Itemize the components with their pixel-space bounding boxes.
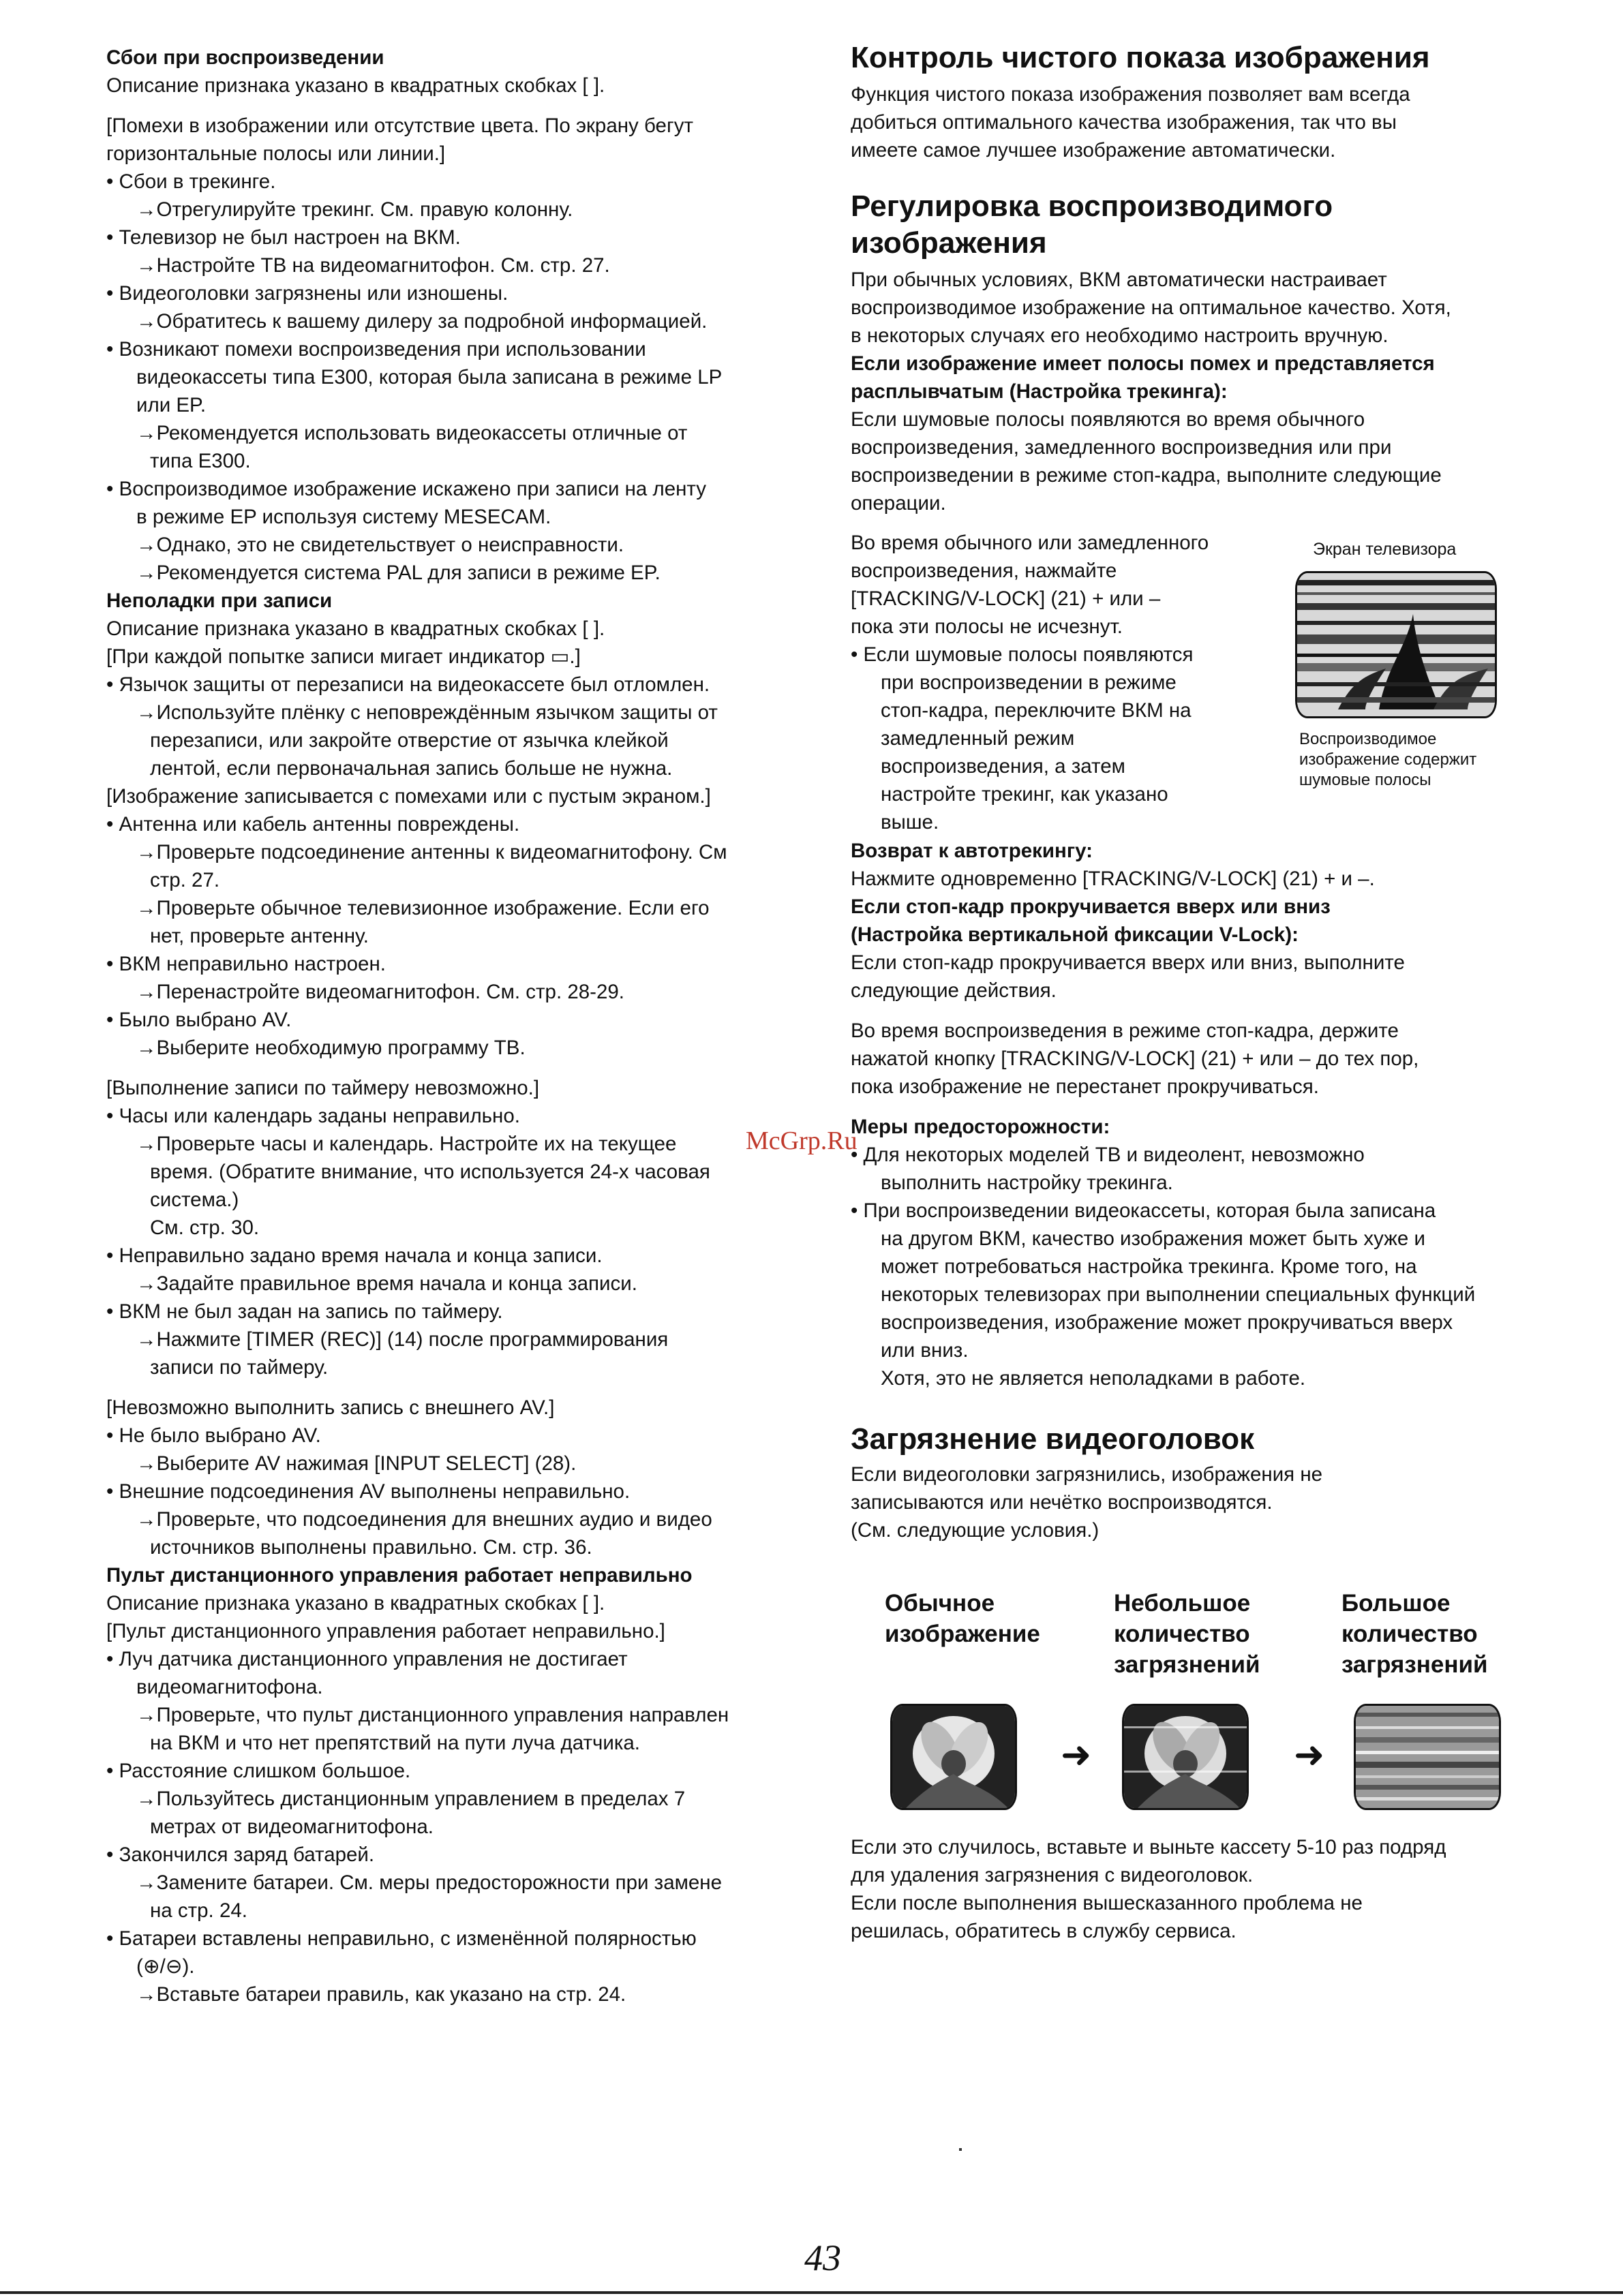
head-condition-label: [885, 1588, 1103, 1680]
section-title-playback-adjust-2: изображения: [851, 226, 1047, 260]
left-text-line: [Выполнение записи по таймеру невозможно.]: [106, 1077, 540, 1099]
left-text-line: Пульт дистанционного управления работает неправильно: [106, 1564, 693, 1587]
right-text-line: (Настройка вертикальной фиксации V-Lock):: [851, 923, 1299, 946]
left-text-line: →Выберите необходимую программу ТВ.: [136, 1037, 526, 1059]
left-text-line: • Возникают помехи воспроизведения при использовании: [106, 338, 646, 361]
right-text-line: Во время воспроизведения в режиме стоп-кадра, держите: [851, 1020, 1399, 1042]
left-text-line: →Однако, это не свидетельствует о неисправности.: [136, 534, 624, 556]
left-text-line: Неполадки при записи: [106, 590, 333, 612]
arrow-icon: ➜: [1294, 1734, 1325, 1775]
tracking-text-line: • Если шумовые полосы появляются: [851, 643, 1194, 666]
left-text-line: на ВКМ и что нет препятствий на пути луча датчика.: [150, 1732, 641, 1754]
playback-adjust-text-line: в некоторых случаях его необходимо настроить вручную.: [851, 324, 1389, 347]
left-text-line: в режиме EP используя систему MESECAM.: [136, 506, 551, 528]
section-title-head-cleaning: Загрязнение видеоголовок: [851, 1422, 1255, 1456]
tracking-text-line: замедленный режим: [881, 727, 1075, 750]
dot-mark: [959, 2148, 962, 2151]
left-text-line: Описание признака указано в квадратных скобках [ ].: [106, 617, 605, 640]
section-clean-picture: [851, 40, 1532, 164]
right-text-line: Возврат к автотрекингу:: [851, 840, 1093, 862]
head-condition-label-line: Небольшое: [1114, 1590, 1251, 1617]
playback-adjust-text-line: операции.: [851, 492, 946, 515]
left-text-line: →Задайте правильное время начала и конца записи.: [136, 1272, 637, 1295]
left-text-line: время. (Обратите внимание, что используется 24-х часовая: [150, 1161, 710, 1183]
left-text-line: • Луч датчика дистанционного управления не достигает: [106, 1648, 628, 1670]
left-text-line: • Сбои в трекинге.: [106, 170, 276, 193]
normal-picture-image: [890, 1704, 1017, 1810]
right-text-gap: [851, 1101, 1532, 1113]
head-condition-label: [1341, 1588, 1560, 1680]
clean-picture-text-line: имеете самое лучшее изображение автоматически.: [851, 139, 1336, 162]
left-text-line: • Не было выбрано AV.: [106, 1424, 321, 1447]
left-text-line: [Пульт дистанционного управления работает неправильно.]: [106, 1620, 665, 1642]
flower-slight-noise: [1124, 1706, 1247, 1808]
playback-adjust-text-line: Если изображение имеет полосы помех и представляется: [851, 352, 1435, 375]
tv-caption-line-2: изображение содержит: [1299, 750, 1477, 769]
right-text-line: воспроизведения, изображение может прокручиваться вверх: [881, 1311, 1453, 1334]
playback-adjust-text-line: расплывчатым (Настройка трекинга):: [851, 380, 1228, 403]
playback-adjust-text-line: При обычных условиях, ВКМ автоматически настраивает: [851, 269, 1387, 291]
left-text-line: См. стр. 30.: [150, 1216, 260, 1239]
section-title-playback-adjust-1: Регулировка воспроизводимого: [851, 189, 1333, 223]
left-text-line: видеомагнитофона.: [136, 1676, 323, 1698]
left-text-line: • ВКМ неправильно настроен.: [106, 953, 386, 975]
left-text-line: →Выберите AV нажимая [INPUT SELECT] (28).: [136, 1452, 577, 1475]
left-text-line: лентой, если первоначальная запись больше не нужна.: [150, 757, 673, 780]
left-text-gap: [106, 100, 802, 112]
tracking-text-line: выше.: [881, 811, 939, 833]
section-autotracking-vlock: [851, 837, 1532, 1392]
tracking-text-line: [TRACKING/V-LOCK] (21) + или –: [851, 587, 1161, 610]
left-text-line: • Внешние подсоединения AV выполнены неправильно.: [106, 1480, 631, 1503]
left-text-line: →Настройте ТВ на видеомагнитофон. См. стр. 27.: [136, 254, 610, 277]
left-text-line: →Проверьте подсоединение антенны к видеомагнитофону. См: [136, 841, 727, 863]
left-text-line: • Телевизор не был настроен на ВКМ.: [106, 226, 461, 249]
noise-bands-image: [1297, 573, 1495, 716]
left-text-line: Описание признака указано в квадратных скобках [ ].: [106, 1592, 605, 1614]
left-text-line: Сбои при воспроизведении: [106, 46, 384, 69]
head-cleaning-advice-text-line: Если это случилось, вставьте и выньте кассету 5-10 раз подряд: [851, 1836, 1446, 1858]
left-text-line: источников выполнены правильно. См. стр. 36.: [150, 1536, 592, 1559]
left-text-line: →Проверьте обычное телевизионное изображение. Если его: [136, 897, 710, 919]
left-text-line: • Батареи вставлены неправильно, с изменённой полярностью: [106, 1927, 697, 1950]
tracking-text-line: стоп-кадра, переключите ВКМ на: [881, 699, 1192, 722]
left-text-line: • Видеоголовки загрязнены или изношены.: [106, 282, 509, 305]
tv-noise-image: [1295, 571, 1497, 718]
tracking-text-line: воспроизведения, а затем: [881, 755, 1125, 778]
left-text-line: типа E300.: [150, 450, 251, 472]
section-title-clean-picture: Контроль чистого показа изображения: [851, 41, 1430, 74]
left-text-line: →Вставьте батареи правиль, как указано на стр. 24.: [136, 1983, 626, 2006]
head-condition-label-line: количество: [1341, 1621, 1478, 1647]
left-text-line: • Воспроизводимое изображение искажено при записи на ленту: [106, 478, 707, 500]
right-text-line: нажатой кнопку [TRACKING/V-LOCK] (21) + или – до тех пор,: [851, 1047, 1419, 1070]
left-text-line: • Антенна или кабель антенны повреждены.: [106, 813, 520, 836]
right-text-line: выполнить настройку трекинга.: [881, 1172, 1173, 1194]
tracking-instructions: [851, 529, 1260, 836]
head-cleaning-advice-text-line: решилась, обратитесь в службу сервиса.: [851, 1920, 1237, 1942]
left-text-line: • Расстояние слишком большое.: [106, 1760, 411, 1782]
right-text-line: пока изображение не перестанет прокручиваться.: [851, 1075, 1319, 1098]
head-cleaning-text-line: Если видеоголовки загрязнились, изображения не: [851, 1463, 1323, 1486]
left-text-line: →Пользуйтесь дистанционным управлением в пределах 7: [136, 1788, 686, 1810]
section-head-cleaning: [851, 1421, 1532, 1544]
playback-adjust-text-line: воспроизводимое изображение на оптимальное качество. Хотя,: [851, 296, 1451, 319]
right-text-line: или вниз.: [881, 1339, 969, 1362]
tv-screen-label: Экран телевизора: [1313, 540, 1457, 559]
left-text-line: • Неправильно задано время начала и конца записи.: [106, 1244, 603, 1267]
head-condition-label: [1114, 1588, 1332, 1680]
left-text-gap: [106, 1381, 802, 1394]
right-text-line: Если стоп-кадр прокручивается вверх или вниз: [851, 896, 1331, 918]
right-text-line: • Для некоторых моделей ТВ и видеолент, невозможно: [851, 1144, 1365, 1166]
playback-adjust-text-line: воспроизведения, замедленного воспроизведния или при: [851, 436, 1392, 459]
left-text-line: или EP.: [136, 394, 207, 416]
left-text-line: • Часы или календарь заданы неправильно.: [106, 1105, 520, 1127]
right-text-line: • При воспроизведении видеокассеты, которая была записана: [851, 1199, 1436, 1222]
left-text-line: [Невозможно выполнить запись с внешнего AV.]: [106, 1396, 555, 1419]
left-text-line: →Проверьте часы и календарь. Настройте их на текущее: [136, 1133, 677, 1155]
head-cleaning-advice: [851, 1833, 1532, 1945]
left-text-line: • Было выбрано AV.: [106, 1009, 292, 1031]
right-text-line: на другом ВКМ, качество изображения может быть хуже и: [881, 1227, 1425, 1250]
left-text-line: горизонтальные полосы или линии.]: [106, 142, 446, 165]
left-text-gap: [106, 1062, 802, 1074]
right-text-line: Меры предосторожности:: [851, 1116, 1110, 1138]
playback-adjust-text-line: воспроизведении в режиме стоп-кадра, выполните следующие: [851, 464, 1442, 487]
tv-caption-line-3: шумовые полосы: [1299, 771, 1431, 789]
tracking-text-line: пока эти полосы не исчезнут.: [851, 615, 1123, 638]
arrow-icon: ➜: [1061, 1734, 1092, 1775]
bottom-rule: [0, 2291, 1623, 2294]
left-text-line: система.): [150, 1189, 239, 1211]
left-text-line: (⊕/⊖).: [136, 1955, 195, 1978]
left-text-line: • ВКМ не был задан на запись по таймеру.: [106, 1300, 503, 1323]
left-text-line: →Рекомендуется использовать видеокассеты отличные от: [136, 422, 688, 444]
section-playback-adjust: [851, 188, 1532, 517]
left-text-line: →Перенастройте видеомагнитофон. См. стр. 28-29.: [136, 981, 624, 1003]
watermark: McGrp.Ru: [746, 1127, 858, 1155]
left-text-line: →Замените батареи. См. меры предосторожности при замене: [136, 1871, 723, 1894]
head-condition-label-line: загрязнений: [1341, 1651, 1488, 1678]
left-text-line: →Проверьте, что пульт дистанционного управления направлен: [136, 1704, 729, 1726]
right-text-line: Хотя, это не является неполадками в работе.: [881, 1367, 1306, 1390]
left-text-line: [При каждой попытке записи мигает индикатор ▭.]: [106, 645, 581, 668]
head-cleaning-advice-text-line: для удаления загрязнения с видеоголовок.: [851, 1864, 1254, 1886]
playback-adjust-text-line: Если шумовые полосы появляются во время обычного: [851, 408, 1365, 431]
left-text-line: нет, проверьте антенну.: [150, 925, 369, 947]
slight-dirt-picture-image: [1122, 1704, 1249, 1810]
tracking-text-line: воспроизведения, нажмайте: [851, 560, 1117, 582]
left-text-line: перезаписи, или закройте отверстие от язычка клейкой: [150, 729, 669, 752]
left-text-line: метрах от видеомагнитофона.: [150, 1816, 434, 1838]
left-text-line: на стр. 24.: [150, 1899, 247, 1922]
right-text-line: некоторых телевизорах при выполнении специальных функций: [881, 1283, 1476, 1306]
tv-caption: [1299, 729, 1531, 791]
page-number: 43: [804, 2237, 841, 2278]
right-text-line: может потребоваться настройка трекинга. Кроме того, на: [881, 1255, 1417, 1278]
left-text-line: видеокассеты типа E300, которая была записана в режиме LP: [136, 366, 723, 388]
head-condition-label-line: изображение: [885, 1621, 1040, 1647]
right-text-line: Если стоп-кадр прокручивается вверх или вниз, выполните: [851, 951, 1405, 974]
head-condition-label-line: загрязнений: [1114, 1651, 1260, 1678]
head-cleaning-text-line: записываются или нечётко воспроизводятся.: [851, 1491, 1273, 1514]
clean-picture-text-line: добиться оптимального качества изображения, так что вы: [851, 111, 1397, 134]
left-text-line: • Язычок защиты от перезаписи на видеокассете был отломлен.: [106, 673, 710, 696]
left-text-line: • Закончился заряд батарей.: [106, 1843, 375, 1866]
right-text-line: Нажмите одновременно [TRACKING/V-LOCK] (21) + и –.: [851, 868, 1375, 890]
left-text-line: Описание признака указано в квадратных скобках [ ].: [106, 74, 605, 97]
left-text-line: →Используйте плёнку с неповреждённым язычком защиты от: [136, 701, 718, 724]
head-condition-label-line: Обычное: [885, 1590, 995, 1617]
left-text-line: записи по таймеру.: [150, 1356, 329, 1379]
left-text-line: [Изображение записывается с помехами или с пустым экраном.]: [106, 785, 711, 808]
head-cleaning-text-line: (См. следующие условия.): [851, 1519, 1099, 1542]
tracking-text-line: настройте трекинг, как указано: [881, 783, 1168, 806]
head-condition-label-line: количество: [1114, 1621, 1250, 1647]
left-text-line: [Помехи в изображении или отсутствие цвета. По экрану бегут: [106, 114, 693, 137]
left-text-line: →Проверьте, что подсоединения для внешних аудио и видео: [136, 1508, 712, 1531]
flower-normal: [892, 1706, 1015, 1808]
right-text-gap: [851, 1005, 1532, 1017]
left-text-line: стр. 27.: [150, 869, 220, 891]
clean-picture-text-line: Функция чистого показа изображения позволяет вам всегда: [851, 83, 1410, 106]
right-text-line: следующие действия.: [851, 979, 1057, 1002]
tracking-text-line: Во время обычного или замедленного: [851, 532, 1209, 554]
head-condition-label-line: Большое: [1341, 1590, 1451, 1617]
heavy-dirt-picture-image: [1354, 1704, 1501, 1810]
head-cleaning-advice-text-line: Если после выполнения вышесказанного проблема не: [851, 1892, 1363, 1914]
left-text-line: →Рекомендуется система PAL для записи в режиме EP.: [136, 562, 661, 584]
static-noise: [1356, 1706, 1499, 1808]
left-text-line: →Нажмите [TIMER (REC)] (14) после программирования: [136, 1328, 669, 1351]
left-text-line: →Обратитесь к вашему дилеру за подробной информацией.: [136, 310, 708, 333]
tracking-text-line: при воспроизведении в режиме: [881, 671, 1177, 694]
left-column: [106, 44, 802, 2008]
head-condition-label-line: [885, 1649, 1103, 1680]
left-text-line: →Отрегулируйте трекинг. См. правую колонну.: [136, 198, 573, 221]
tv-caption-line-1: Воспроизводимое: [1299, 730, 1437, 748]
